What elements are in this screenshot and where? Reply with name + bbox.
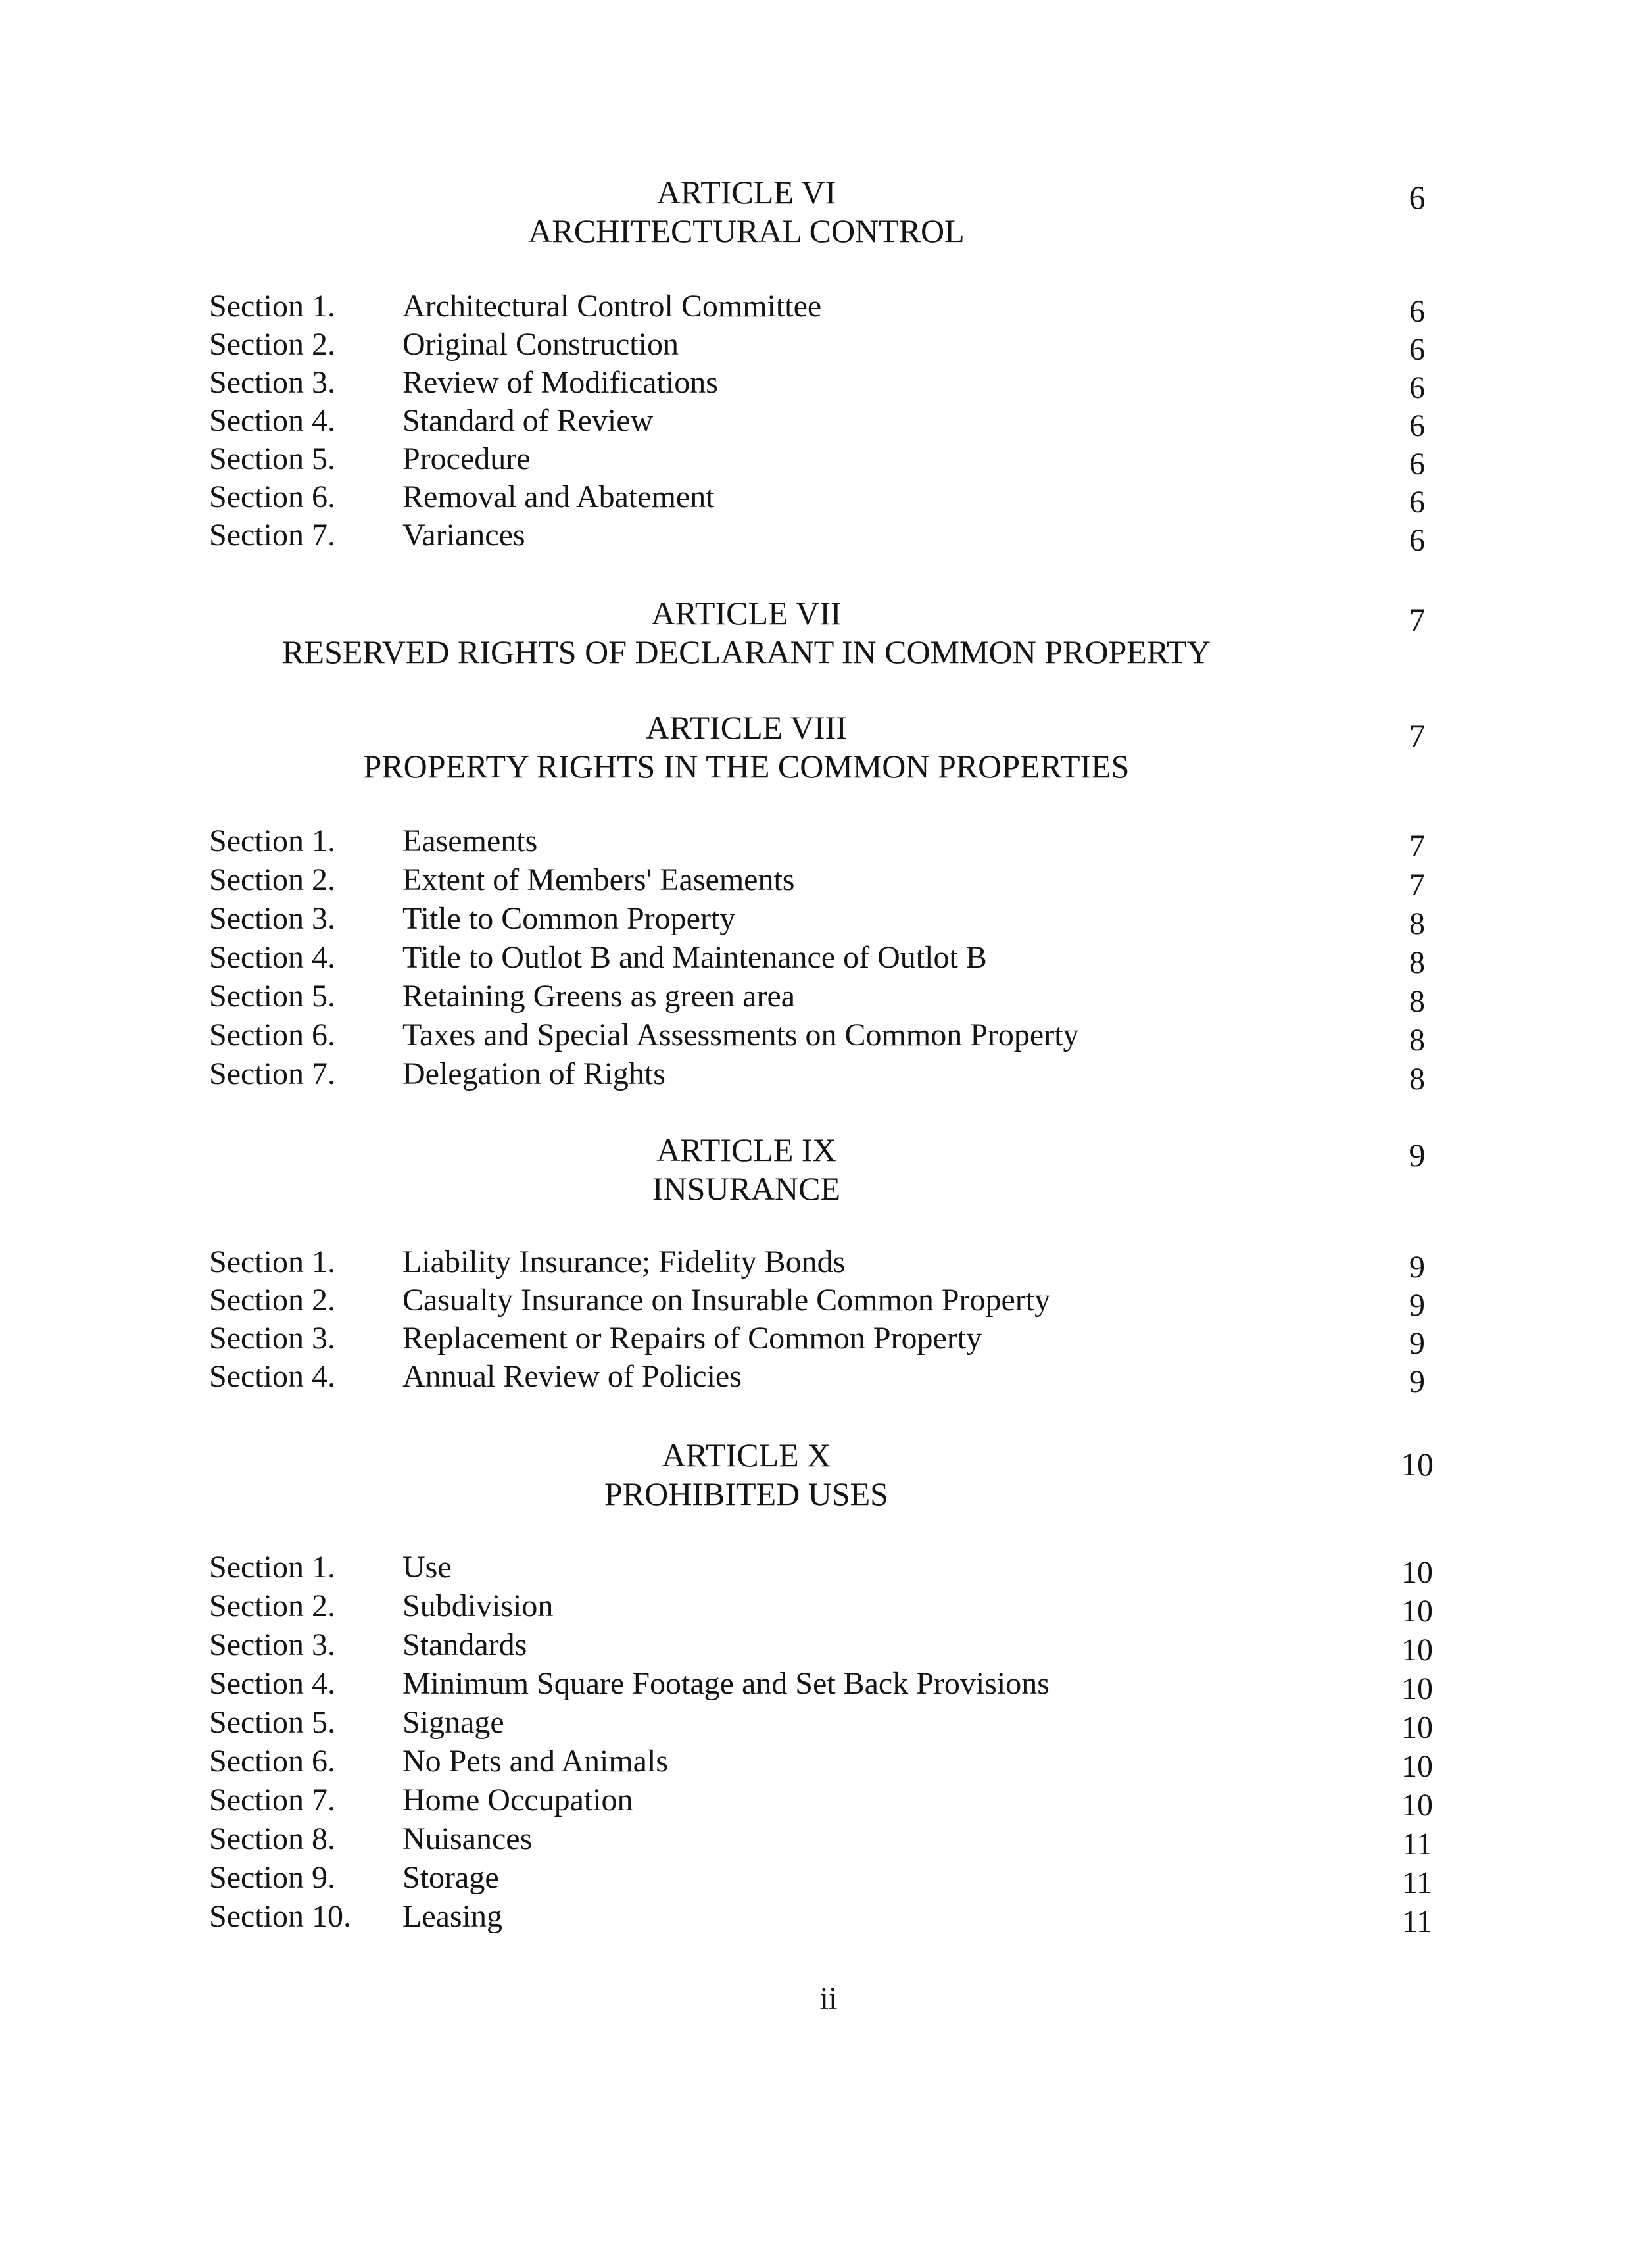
article-title: ARTICLE X — [662, 1437, 831, 1473]
section-title: Standard of Review — [402, 403, 654, 438]
article-page-number: 7 — [1409, 717, 1426, 754]
article-page-number: 7 — [1409, 601, 1426, 638]
section-page-number: 11 — [1401, 1827, 1433, 1861]
section-page-number: 8 — [1409, 945, 1425, 980]
section-title: Removal and Abatement — [402, 480, 715, 514]
section-page-number: 10 — [1401, 1555, 1433, 1590]
article-subtitle: INSURANCE — [652, 1170, 841, 1207]
toc-row[interactable] — [0, 1016, 1644, 1058]
toc-row[interactable] — [0, 1319, 1644, 1361]
section-label: Section 6. — [209, 1018, 335, 1052]
section-label: Section 5. — [209, 979, 335, 1014]
section-page-number: 6 — [1409, 408, 1425, 443]
section-title: Original Construction — [402, 327, 679, 362]
section-page-number: 10 — [1401, 1710, 1433, 1745]
section-page-number: 6 — [1409, 447, 1425, 481]
section-page-number: 8 — [1409, 906, 1425, 941]
section-page-number: 9 — [1409, 1250, 1425, 1285]
section-page-number: 11 — [1401, 1904, 1433, 1939]
section-label: Section 4. — [209, 1666, 335, 1701]
toc-row[interactable] — [0, 287, 1644, 329]
toc-row[interactable] — [0, 861, 1644, 902]
section-page-number: 10 — [1401, 1671, 1433, 1706]
toc-row[interactable] — [0, 1587, 1644, 1629]
article-subtitle: RESERVED RIGHTS OF DECLARANT IN COMMON PROPERTY — [282, 633, 1211, 670]
section-title: Casualty Insurance on Insurable Common Property — [402, 1283, 1051, 1318]
section-title: Subdivision — [402, 1589, 554, 1623]
section-label: Section 6. — [209, 480, 335, 514]
section-title: Minimum Square Footage and Set Back Provisions — [402, 1666, 1050, 1701]
article-subtitle: ARCHITECTURAL CONTROL — [528, 212, 965, 249]
section-page-number: 7 — [1409, 868, 1425, 902]
section-page-number: 7 — [1409, 829, 1425, 864]
section-page-number: 6 — [1409, 332, 1425, 367]
section-label: Section 4. — [209, 940, 335, 975]
section-title: Architectural Control Committee — [402, 289, 822, 324]
section-title: Storage — [402, 1860, 499, 1895]
section-title: Variances — [402, 518, 525, 553]
toc-row[interactable] — [0, 1281, 1644, 1323]
section-page-number: 9 — [1409, 1364, 1425, 1399]
section-page-number: 6 — [1409, 294, 1425, 329]
section-page-number: 8 — [1409, 984, 1425, 1019]
toc-row[interactable] — [0, 364, 1644, 405]
section-title: Standards — [402, 1627, 527, 1662]
section-title: Replacement or Repairs of Common Property — [402, 1321, 982, 1356]
section-title: Easements — [402, 824, 538, 858]
section-page-number: 10 — [1401, 1749, 1433, 1784]
section-page-number: 8 — [1409, 1062, 1425, 1097]
toc-row[interactable] — [0, 1820, 1644, 1861]
toc-row[interactable] — [0, 1898, 1644, 1939]
section-label: Section 7. — [209, 1056, 335, 1091]
section-title: Review of Modifications — [402, 365, 718, 400]
article-title: ARTICLE IX — [656, 1131, 836, 1168]
section-label: Section 1. — [209, 289, 335, 324]
toc-row[interactable] — [0, 478, 1644, 520]
toc-row[interactable] — [0, 1358, 1644, 1399]
section-page-number: 6 — [1409, 370, 1425, 405]
section-title: Nuisances — [402, 1821, 533, 1856]
section-label: Section 9. — [209, 1860, 335, 1895]
toc-row[interactable] — [0, 1243, 1644, 1285]
section-label: Section 2. — [209, 1589, 335, 1623]
toc-row[interactable] — [0, 1548, 1644, 1590]
section-label: Section 10. — [209, 1899, 351, 1934]
section-page-number: 11 — [1401, 1865, 1433, 1900]
section-label: Section 3. — [209, 365, 335, 400]
section-title: Title to Outlot B and Maintenance of Outlot B — [402, 940, 987, 975]
section-label: Section 7. — [209, 518, 335, 553]
section-page-number: 10 — [1401, 1788, 1433, 1823]
section-page-number: 8 — [1409, 1023, 1425, 1058]
toc-row[interactable] — [0, 1781, 1644, 1823]
toc-row[interactable] — [0, 939, 1644, 980]
section-title: Leasing — [402, 1899, 502, 1934]
article-page-number: 10 — [1401, 1446, 1434, 1483]
section-label: Section 5. — [209, 1705, 335, 1740]
section-title: Title to Common Property — [402, 901, 736, 936]
section-title: Use — [402, 1550, 452, 1585]
section-page-number: 10 — [1401, 1594, 1433, 1629]
section-title: Extent of Members' Easements — [402, 862, 795, 897]
toc-row[interactable] — [0, 1626, 1644, 1667]
section-label: Section 1. — [209, 824, 335, 858]
article-page-number: 9 — [1409, 1137, 1426, 1173]
section-label: Section 4. — [209, 1359, 335, 1394]
toc-row[interactable] — [0, 900, 1644, 941]
section-title: Annual Review of Policies — [402, 1359, 742, 1394]
article-subtitle: PROPERTY RIGHTS IN THE COMMON PROPERTIES — [363, 748, 1130, 785]
toc-row[interactable] — [0, 1055, 1644, 1097]
section-label: Section 2. — [209, 1283, 335, 1318]
section-title: Home Occupation — [402, 1783, 633, 1817]
article-title: ARTICLE VII — [651, 595, 842, 631]
section-page-number: 6 — [1409, 523, 1425, 558]
section-page-number: 10 — [1401, 1633, 1433, 1667]
toc-row[interactable] — [0, 1742, 1644, 1784]
toc-row[interactable] — [0, 440, 1644, 481]
toc-row[interactable] — [0, 516, 1644, 558]
section-label: Section 5. — [209, 441, 335, 476]
article-page-number: 6 — [1409, 179, 1426, 216]
page-number-footer: ii — [819, 1981, 838, 2016]
toc-row[interactable] — [0, 326, 1644, 367]
section-label: Section 1. — [209, 1245, 335, 1279]
section-title: Taxes and Special Assessments on Common Property — [402, 1018, 1079, 1052]
article-subtitle: PROHIBITED USES — [604, 1475, 888, 1512]
article-title: ARTICLE VIII — [646, 709, 847, 746]
section-title: Retaining Greens as green area — [402, 979, 796, 1014]
section-page-number: 6 — [1409, 485, 1425, 520]
section-label: Section 3. — [209, 901, 335, 936]
section-label: Section 2. — [209, 327, 335, 362]
toc-row[interactable] — [0, 1665, 1644, 1706]
section-title: No Pets and Animals — [402, 1744, 668, 1779]
toc-row[interactable] — [0, 1704, 1644, 1745]
section-title: Liability Insurance; Fidelity Bonds — [402, 1245, 846, 1279]
section-label: Section 3. — [209, 1321, 335, 1356]
section-page-number: 9 — [1409, 1326, 1425, 1361]
section-label: Section 7. — [209, 1783, 335, 1817]
section-label: Section 4. — [209, 403, 335, 438]
article-title: ARTICLE VI — [656, 174, 836, 210]
section-page-number: 9 — [1409, 1288, 1425, 1323]
section-label: Section 8. — [209, 1821, 335, 1856]
section-label: Section 1. — [209, 1550, 335, 1585]
section-title: Procedure — [402, 441, 531, 476]
toc-row[interactable] — [0, 822, 1644, 864]
toc-row[interactable] — [0, 402, 1644, 443]
toc-row[interactable] — [0, 977, 1644, 1019]
section-label: Section 6. — [209, 1744, 335, 1779]
section-title: Signage — [402, 1705, 504, 1740]
section-label: Section 2. — [209, 862, 335, 897]
section-label: Section 3. — [209, 1627, 335, 1662]
toc-row[interactable] — [0, 1859, 1644, 1900]
section-title: Delegation of Rights — [402, 1056, 665, 1091]
